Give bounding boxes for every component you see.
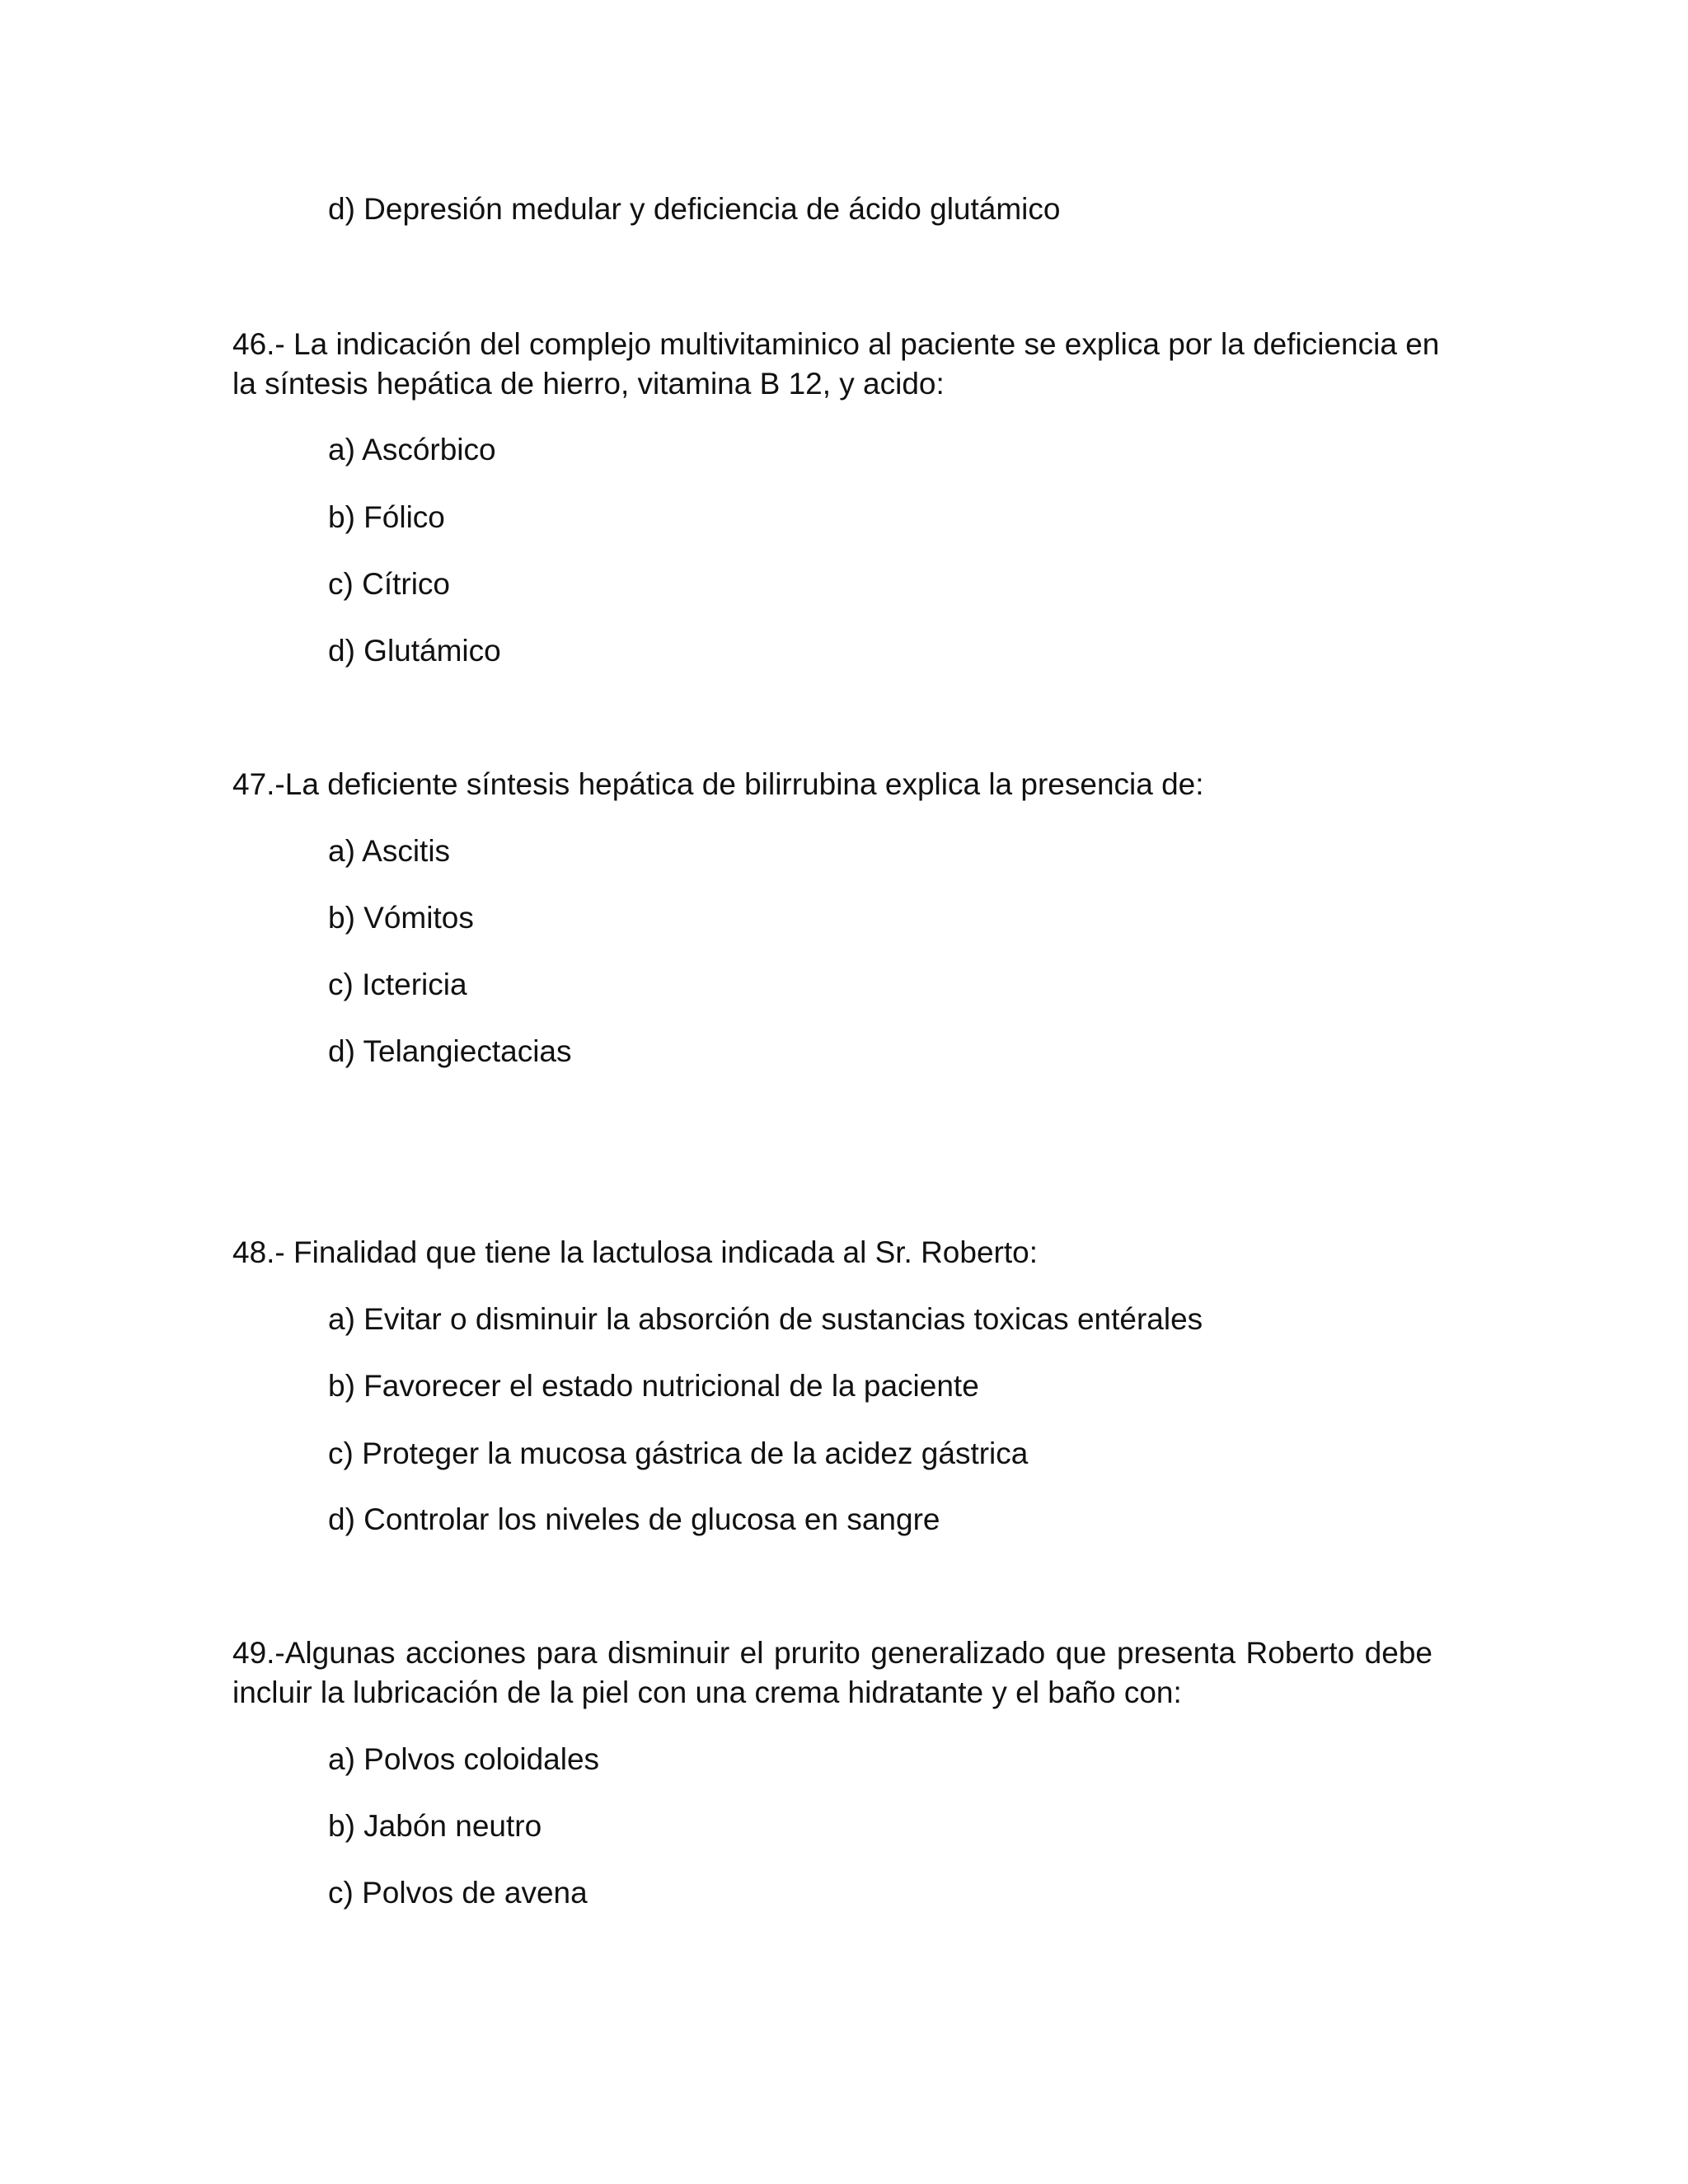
option-d: d) Glutámico xyxy=(328,634,501,668)
option-b: b) Jabón neutro xyxy=(328,1809,542,1843)
question-47 xyxy=(232,765,1432,804)
option-a: a) Evitar o disminuir la absorción de sustancias toxicas entérales xyxy=(328,1302,1203,1336)
option-d: d) Controlar los niveles de glucosa en sangre xyxy=(328,1502,940,1536)
question-text-line: incluir la lubricación de la piel con una crema hidratante y el baño con: xyxy=(232,1675,1182,1709)
question-48 xyxy=(232,1233,1432,1272)
option-d: d) Depresión medular y deficiencia de ácido glutámico xyxy=(328,192,1061,226)
option-a: a) Polvos coloidales xyxy=(328,1742,600,1776)
option-b: b) Vómitos xyxy=(328,901,474,935)
option-b: b) Favorecer el estado nutricional de la paciente xyxy=(328,1369,979,1403)
question-text-line: la síntesis hepática de hierro, vitamina B 12, y acido: xyxy=(232,367,945,401)
question-49 xyxy=(232,1633,1432,1713)
question-46 xyxy=(232,325,1440,404)
question-text-line: 46.- La indicación del complejo multivitaminico al paciente se explica por la deficiencia en xyxy=(232,327,1440,361)
option-a: a) Ascitis xyxy=(328,834,451,868)
question-text-line: 49.-Algunas acciones para disminuir el prurito generalizado que presenta Roberto debe xyxy=(232,1636,1432,1670)
option-a: a) Ascórbico xyxy=(328,433,496,466)
option-c: c) Proteger la mucosa gástrica de la acidez gástrica xyxy=(328,1436,1029,1470)
question-text-line: 47.-La deficiente síntesis hepática de bilirrubina explica la presencia de: xyxy=(232,767,1204,801)
option-c: c) Polvos de avena xyxy=(328,1876,588,1910)
option-c: c) Ictericia xyxy=(328,968,467,1001)
option-c: c) Cítrico xyxy=(328,567,450,601)
question-text-line: 48.- Finalidad que tiene la lactulosa indicada al Sr. Roberto: xyxy=(232,1235,1038,1269)
option-b: b) Fólico xyxy=(328,500,445,534)
option-d: d) Telangiectacias xyxy=(328,1034,572,1068)
